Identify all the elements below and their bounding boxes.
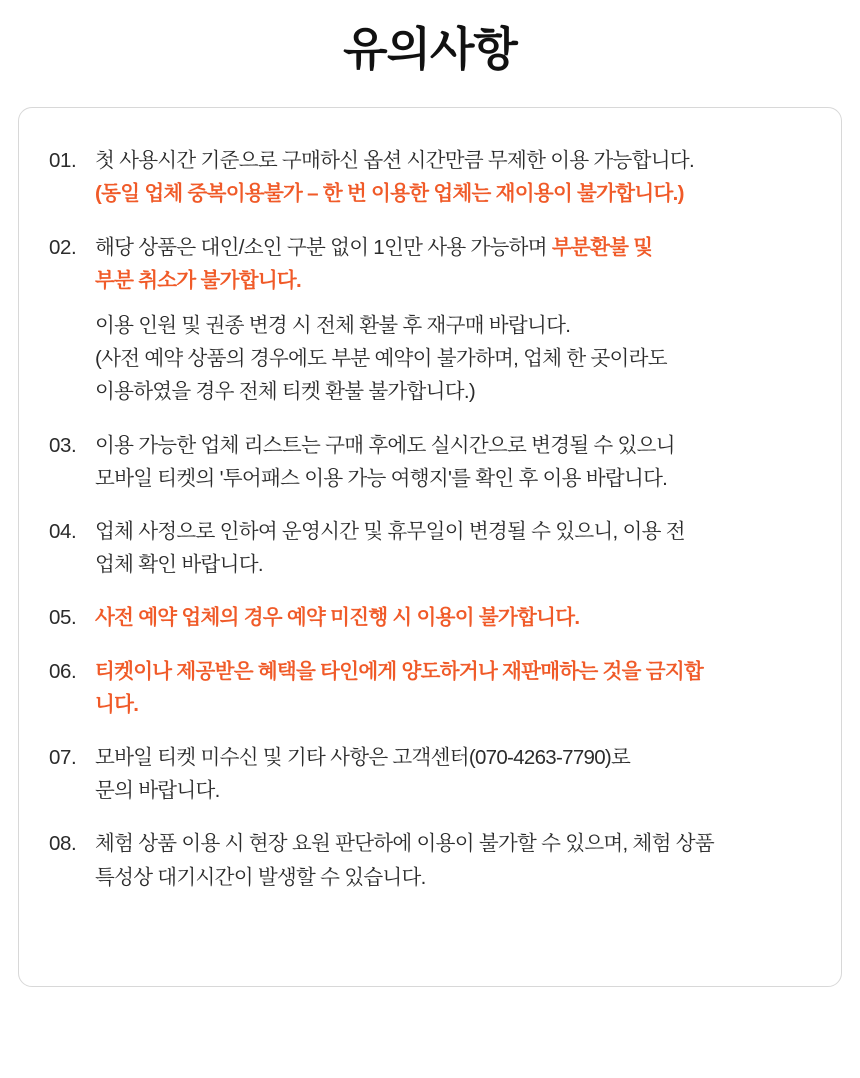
page-title: 유의사항 bbox=[343, 23, 517, 75]
list-item-number: 08. bbox=[49, 832, 77, 856]
line-text: 이용 인원 및 권종 변경 시 전체 환불 후 재구매 바랍니다. bbox=[95, 314, 571, 337]
list-item-number: 06. bbox=[49, 659, 77, 683]
list-item bbox=[49, 515, 811, 581]
list-item bbox=[49, 741, 811, 807]
list-item-number: 01. bbox=[49, 149, 77, 173]
list-item-line bbox=[95, 774, 811, 807]
list-item-line bbox=[95, 231, 811, 264]
line-text: 티켓이나 제공받은 혜택을 타인에게 양도하거나 재판매하는 것을 금지합 bbox=[95, 659, 704, 683]
list-item bbox=[49, 231, 811, 409]
list-item-text bbox=[95, 827, 811, 893]
list-item-number: 04. bbox=[49, 520, 77, 544]
list-item bbox=[49, 601, 811, 634]
list-item-line bbox=[95, 515, 811, 548]
line-text: 첫 사용시간 기준으로 구매하신 옵션 시간만큼 무제한 이용 가능합니다. bbox=[95, 149, 694, 173]
line-text: 니다. bbox=[95, 692, 139, 716]
line-text: 해당 상품은 대인/소인 구분 없이 1인만 사용 가능하며 bbox=[95, 235, 552, 259]
list-item-line bbox=[95, 655, 811, 688]
list-item-text bbox=[95, 429, 811, 495]
line-text: 이용하였을 경우 전체 티켓 환불 불가합니다.) bbox=[95, 380, 475, 404]
list-item-text bbox=[95, 741, 811, 807]
list-item-text bbox=[95, 601, 811, 634]
list-item-number: 05. bbox=[49, 606, 77, 630]
list-item-line bbox=[95, 429, 811, 462]
line-text: 모바일 티켓 미수신 및 기타 사항은 고객센터(070-4263-7790)로 bbox=[95, 746, 631, 770]
line-text: (동일 업체 중복이용불가 – 한 번 이용한 업체는 재이용이 불가합니다.) bbox=[95, 182, 684, 206]
line-text: 모바일 티켓의 '투어패스 이용 가능 여행지'를 확인 후 이용 바랍니다. bbox=[95, 466, 668, 490]
line-text: 문의 바랍니다. bbox=[95, 779, 220, 803]
list-item-number: 03. bbox=[49, 433, 77, 457]
list-item-line bbox=[95, 375, 811, 408]
list-item bbox=[49, 429, 811, 495]
list-item-text bbox=[95, 515, 811, 581]
notice-page bbox=[0, 22, 860, 987]
list-item-line bbox=[95, 688, 811, 721]
list-item bbox=[49, 144, 811, 210]
line-text: 부분 취소가 불가합니다. bbox=[95, 268, 302, 292]
line-text: 체험 상품 이용 시 현장 요원 판단하에 이용이 불가할 수 있으며, 체험 상품 bbox=[95, 832, 714, 856]
list-item-number: 02. bbox=[49, 235, 77, 259]
line-text: (사전 예약 상품의 경우에도 부분 예약이 불가하며, 업체 한 곳이라도 bbox=[95, 347, 667, 371]
list-item-line bbox=[95, 741, 811, 774]
list-item-line bbox=[95, 309, 811, 342]
list-item-line bbox=[95, 177, 811, 210]
list-item-line bbox=[95, 548, 811, 581]
list-item-line bbox=[95, 827, 811, 860]
notice-list bbox=[49, 144, 811, 894]
list-item-line bbox=[95, 861, 811, 894]
line-text-emphasis: 부분환불 및 bbox=[551, 235, 653, 259]
list-item bbox=[49, 655, 811, 721]
list-item-text bbox=[95, 231, 811, 409]
list-item-line bbox=[95, 342, 811, 375]
line-text: 특성상 대기시간이 발생할 수 있습니다. bbox=[95, 865, 426, 889]
list-item-number: 07. bbox=[49, 746, 77, 770]
list-item-line bbox=[95, 264, 811, 297]
list-item-text bbox=[95, 144, 811, 210]
line-text: 업체 사정으로 인하여 운영시간 및 휴무일이 변경될 수 있으니, 이용 전 bbox=[95, 520, 685, 544]
list-item-line bbox=[95, 462, 811, 495]
line-text: 사전 예약 업체의 경우 예약 미진행 시 이용이 불가합니다. bbox=[95, 606, 580, 630]
list-item-line bbox=[95, 601, 811, 634]
notice-card bbox=[18, 107, 842, 987]
list-item-text bbox=[95, 655, 811, 721]
list-item bbox=[49, 827, 811, 893]
line-text: 이용 가능한 업체 리스트는 구매 후에도 실시간으로 변경될 수 있으니 bbox=[95, 433, 675, 457]
line-text: 업체 확인 바랍니다. bbox=[95, 553, 263, 577]
list-item-line bbox=[95, 144, 811, 177]
